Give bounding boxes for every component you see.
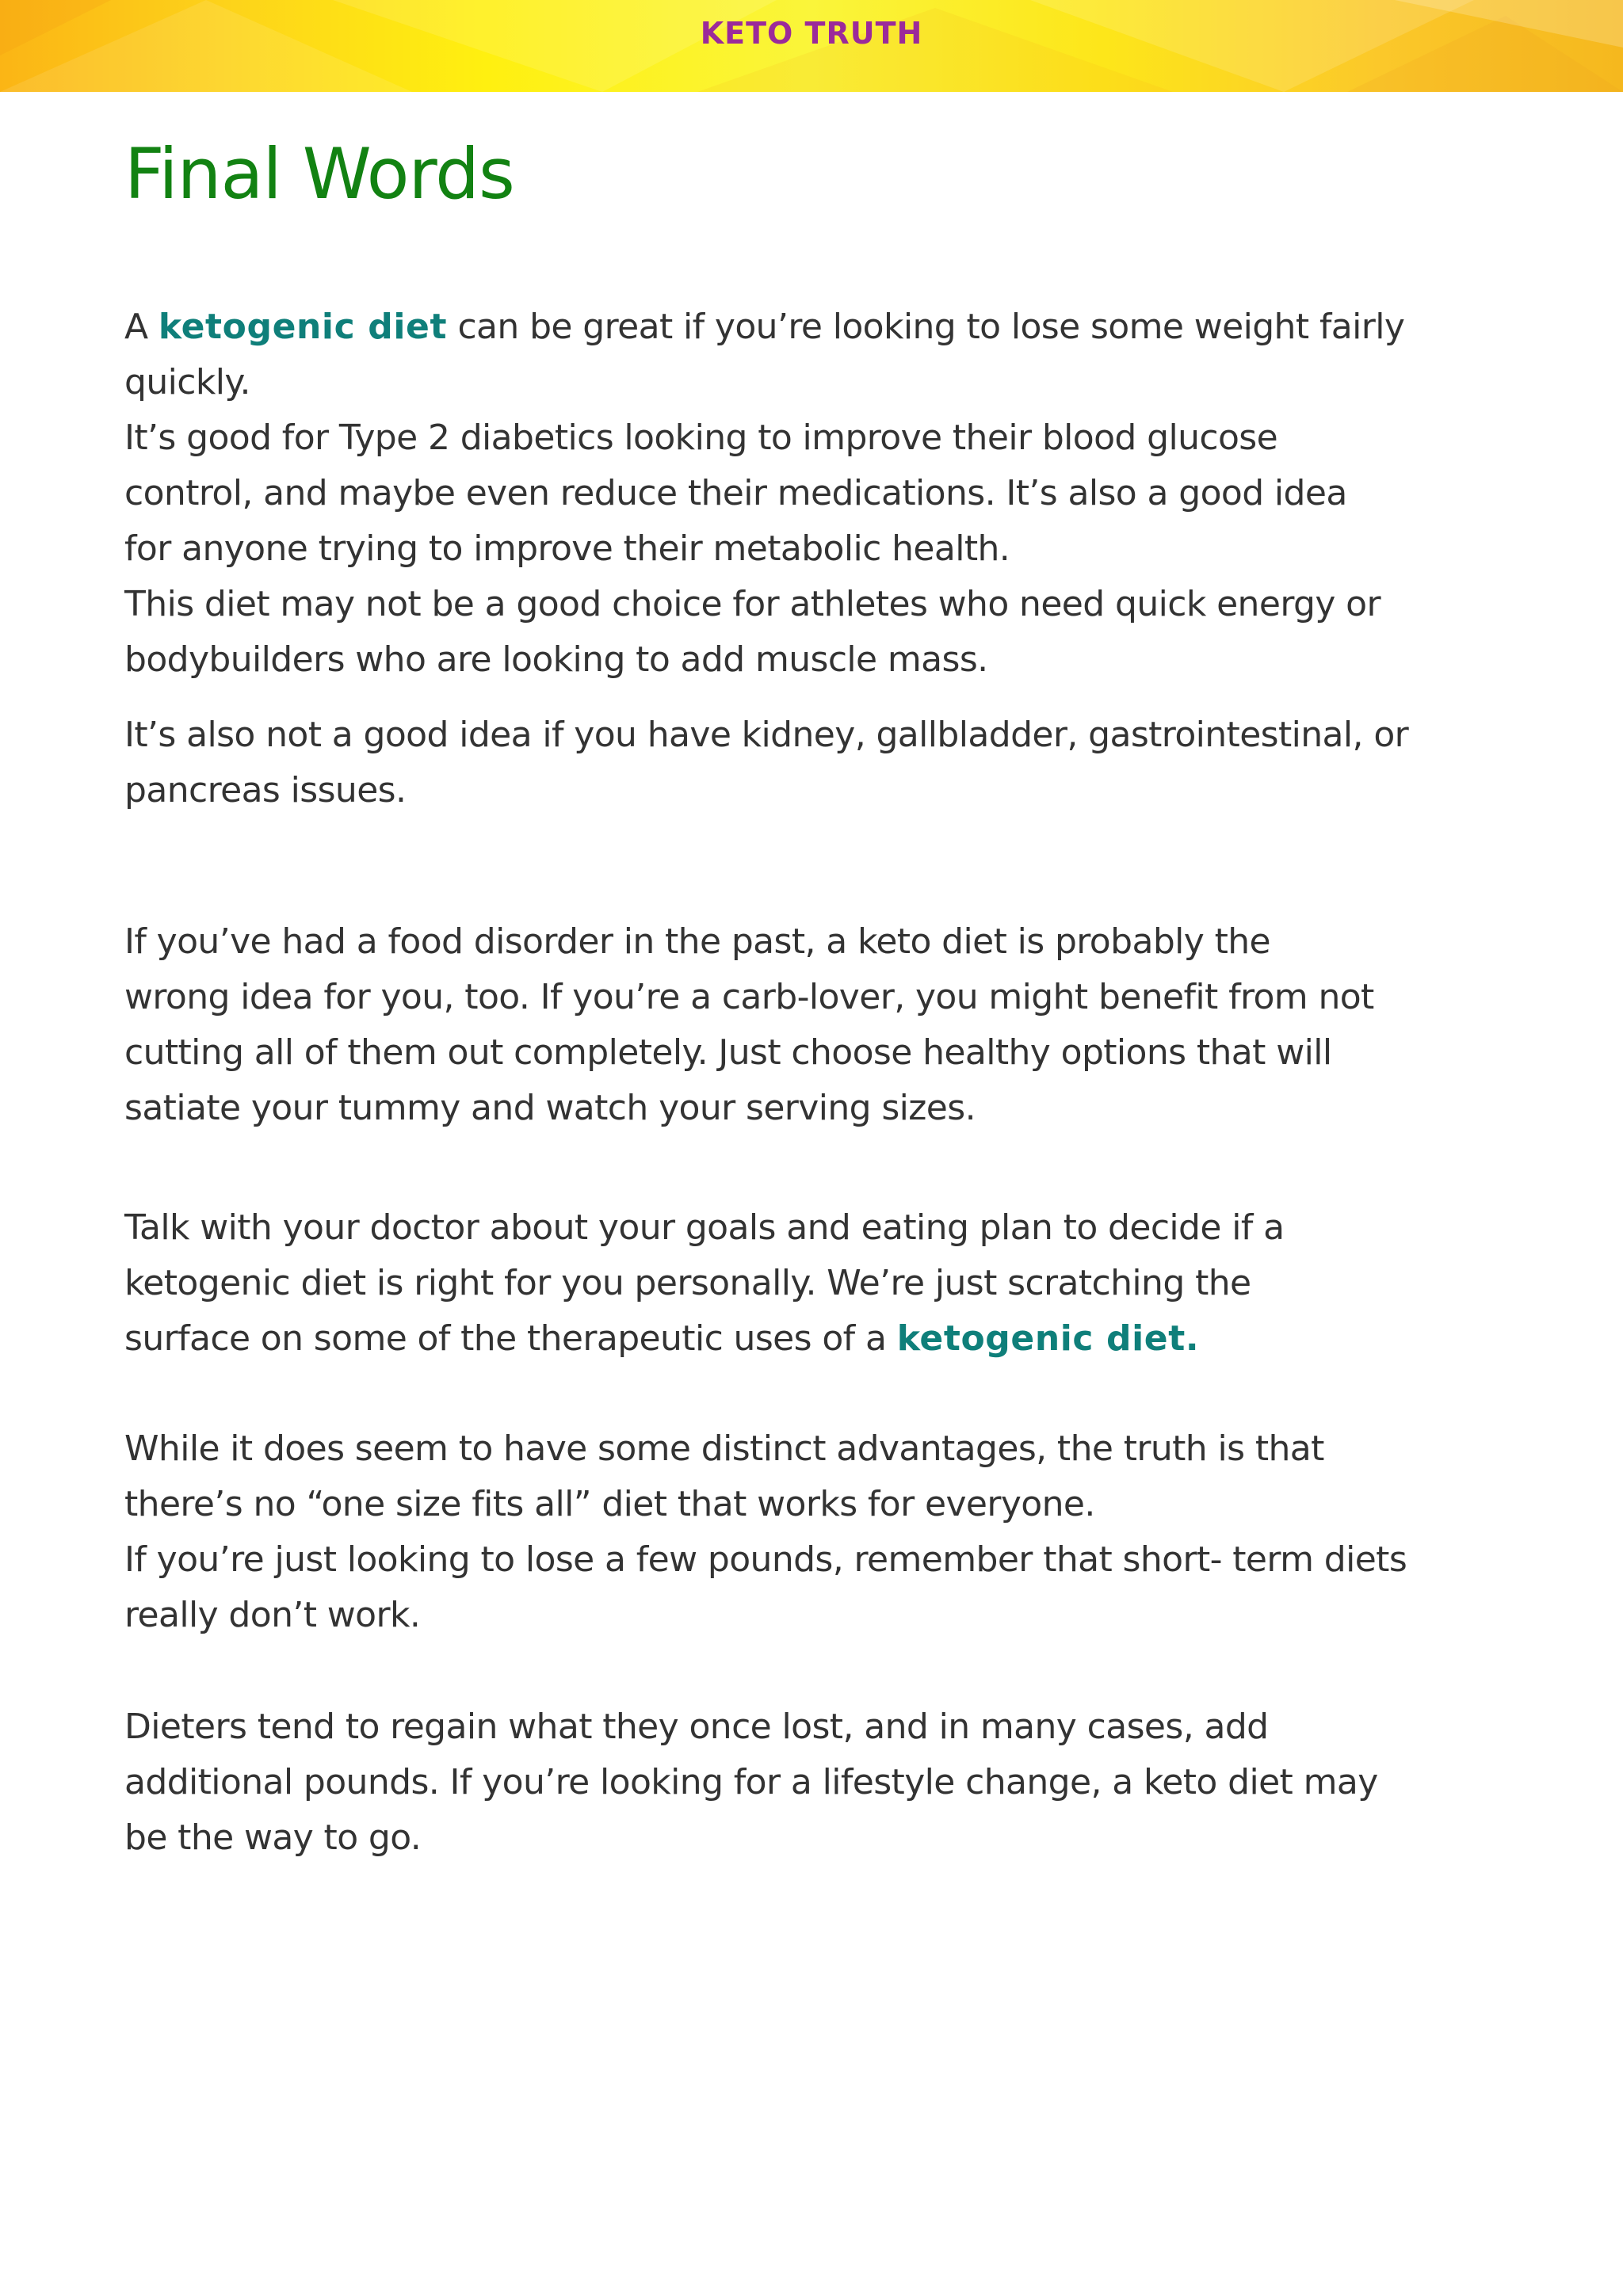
keyword-highlight: ketogenic diet. [896,1318,1200,1359]
text-line [124,1311,1199,1367]
text-line: be the way to go. [124,1817,422,1858]
text-line: wrong idea for you, too. If you’re a carb-lover, you might benefit from not [124,977,1374,1017]
text-line: While it does seem to have some distinct advantages, the truth is that [124,1428,1324,1469]
text-segment: surface on some of the therapeutic uses of a [124,1318,897,1359]
text-line: bodybuilders who are looking to add muscle mass. [124,639,988,680]
text-line: quickly. [124,362,250,402]
text-line: for anyone trying to improve their metabolic health. [124,528,1010,569]
text-line: satiate your tummy and watch your serving sizes. [124,1088,976,1128]
text-line: additional pounds. If you’re looking for a lifestyle change, a keto diet may [124,1762,1378,1802]
text-line: ketogenic diet is right for you personally. We’re just scratching the [124,1263,1251,1303]
text-line: control, and maybe even reduce their medications. It’s also a good idea [124,473,1347,513]
header-title: KETO TRUTH [700,16,923,51]
text-line: If you’re just looking to lose a few pounds, remember that short- term diets [124,1539,1407,1580]
text-line: This diet may not be a good choice for athletes who need quick energy or [124,584,1381,624]
page-title: Final Words [124,133,514,215]
text-segment: can be great if you’re looking to lose some weight fairly [447,307,1405,347]
text-segment: A [124,307,158,347]
text-line: Dieters tend to regain what they once lost, and in many cases, add [124,1707,1269,1747]
text-line: It’s good for Type 2 diabetics looking to improve their blood glucose [124,418,1278,458]
text-line: pancreas issues. [124,770,407,810]
text-line: It’s also not a good idea if you have kidney, gallbladder, gastrointestinal, or [124,715,1409,755]
header-banner [0,0,1623,92]
text-line: If you’ve had a food disorder in the past, a keto diet is probably the [124,921,1271,962]
text-line: cutting all of them out completely. Just choose healthy options that will [124,1032,1332,1073]
text-line: there’s no “one size fits all” diet that works for everyone. [124,1484,1095,1524]
text-line: really don’t work. [124,1595,421,1635]
text-line: Talk with your doctor about your goals and eating plan to decide if a [124,1207,1285,1248]
text-line [124,299,1404,355]
keyword-highlight: ketogenic diet [158,307,448,347]
